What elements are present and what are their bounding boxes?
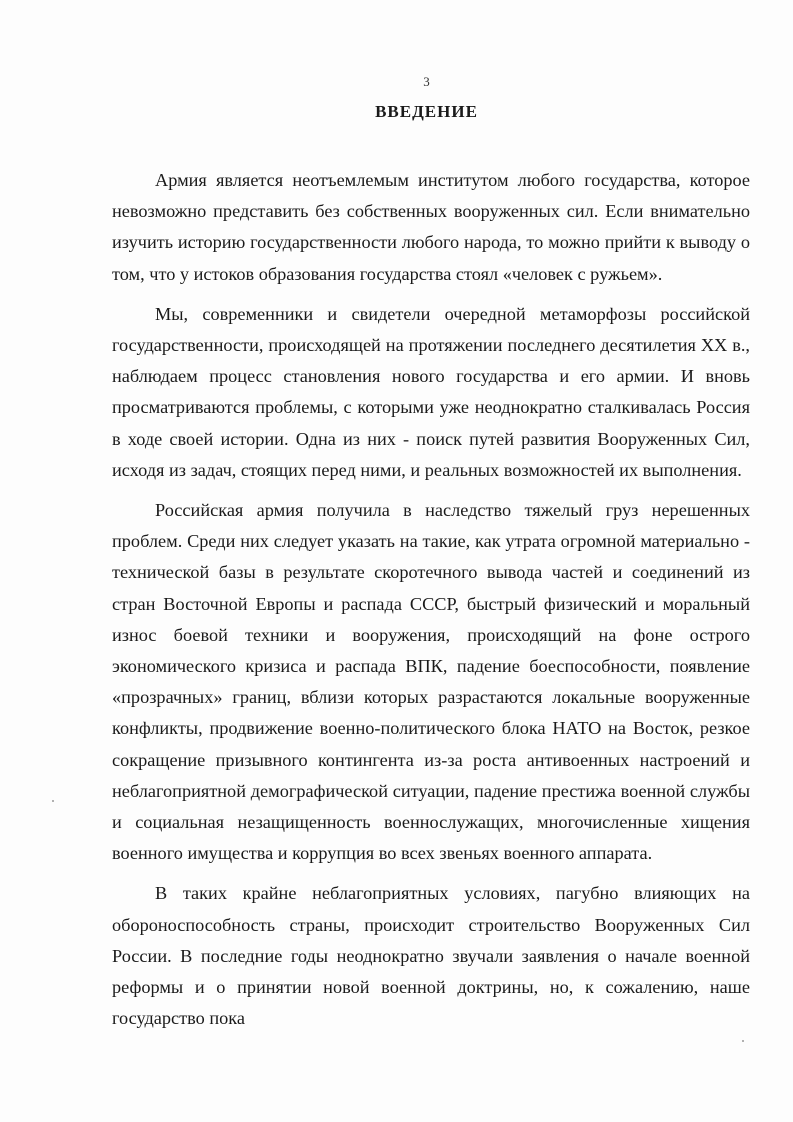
paragraph-1: Армия является неотъемлемым институтом любого государства, которое невозможно представить без собственных вооруженных сил. Если внимательно изучить историю государственности любого народа, то можно прийти к выводу о том, что у истоков образования государства стоял «человек с ружьем».: [112, 170, 750, 284]
paragraph-2: Мы, современники и свидетели очередной метаморфозы российской государственности, происходящей на протяжении последнего десятилетия XX в., наблюдаем процесс становления нового государства и его армии. И вновь просматриваются проблемы, с которыми уже неоднократно сталкивалась Россия в ходе своей истории. Одна из них - поиск путей развития Вооруженных Сил, исходя из задач, стоящих перед ними, и реальных возможностей их выполнения.: [112, 303, 750, 480]
paragraph-3: Российская армия получила в наследство тяжелый груз нерешенных проблем. Среди них следует указать на такие, как утрата огромной материально - технической базы в результате скоротечного вывода частей и соединений из стран Восточной Европы и распада СССР, быстрый физический и моральный износ боевой техники и вооружения, происходящий на фоне острого экономического кризиса и распада ВПК, падение боеспособности, появление «прозрачных» границ, вблизи которых разрастаются локальные вооруженные конфликты, продвижение военно-политического блока НАТО на Восток, резкое сокращение призывного контингента из-за роста антивоенных настроений и неблагоприятной демографической ситуации, падение престижа военной службы и социальная незащищенность военнослужащих, многочисленные хищения военного имущества и коррупция во всех звеньях военного аппарата.: [112, 500, 750, 864]
scan-speck: [742, 1040, 744, 1042]
paragraph-4: В таких крайне неблагоприятных условиях, пагубно влияющих на обороноспособность страны, происходит строительство Вооруженных Сил России. В последние годы неоднократно звучали заявления о начале военной реформы и о принятии новой военной доктрины, но, к сожалению, наше государство пока: [112, 883, 750, 1029]
body-text: [112, 165, 750, 1043]
page-title: ВВЕДЕНИЕ: [375, 102, 478, 121]
scan-speck: [52, 800, 54, 802]
page-number: 3: [423, 74, 430, 89]
